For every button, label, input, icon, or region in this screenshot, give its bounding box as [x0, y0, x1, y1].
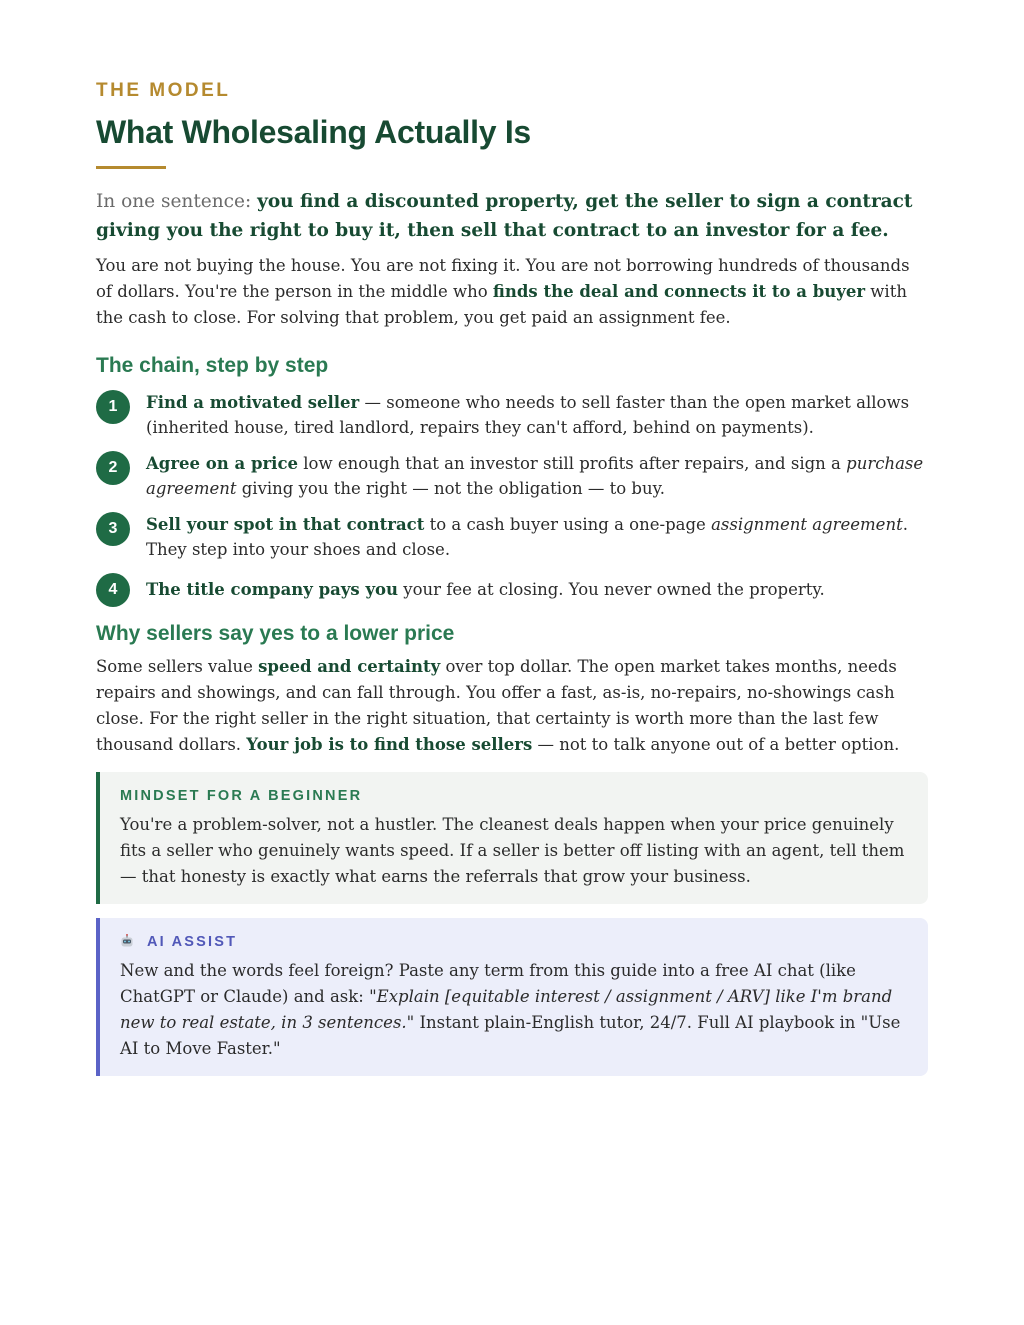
step-bold: The title company pays you [146, 580, 399, 599]
step-text [146, 512, 928, 562]
step-item [96, 512, 928, 562]
lead-prefix: In one sentence: [96, 191, 252, 212]
intro-text-1: You are not buying the house. You are not fixing it. You are not borrowing hundreds of thousands of dollars. You're the person in the middle who [96, 256, 910, 301]
mindset-body: You're a problem-solver, not a hustler. The cleanest deals happen when your price genuinely fits a seller who genuinely wants speed. If a seller is better off listing with an agent, tell them — that honesty is exactly what earns the referrals that grow your business. [120, 815, 905, 886]
step-bold: Agree on a price [146, 454, 298, 473]
step-item [96, 390, 928, 440]
ai-text-2: Instant plain-English tutor, 24/7. Full AI playbook in "Use AI to Move Faster." [120, 1013, 901, 1058]
step-text [146, 390, 928, 440]
lead-sentence [96, 187, 928, 245]
chain-heading: The chain, step by step [96, 354, 329, 377]
step-number: 2 [96, 451, 130, 485]
why-heading: Why sellers say yes to a lower price [96, 622, 455, 645]
why-bold-2: Your job is to find those sellers [246, 735, 533, 754]
step-number: 3 [96, 512, 130, 546]
why-paragraph [96, 654, 928, 758]
why-text-3: — not to talk anyone out of a better option. [532, 735, 900, 754]
mindset-callout [96, 772, 928, 904]
step-item [96, 573, 928, 607]
step-term: assignment agreement [711, 515, 903, 534]
page-title: What Wholesaling Actually Is [96, 114, 531, 150]
lead-bold: you find a discounted property, get the seller to sign a contract giving you the right to buy it, then sell that contract to an investor for a fee. [96, 191, 913, 241]
step-text [146, 451, 928, 501]
ai-assist-header [120, 932, 908, 952]
step-body: giving you the right — not the obligation — to buy. [236, 479, 665, 498]
title-underline [96, 166, 166, 169]
intro-bold: finds the deal and connects it to a buyer [492, 282, 866, 301]
content [96, 78, 928, 1076]
step-item [96, 451, 928, 501]
step-number: 4 [96, 573, 130, 607]
step-body: your fee at closing. You never owned the property. [398, 580, 825, 599]
ai-assist-label: AI ASSIST [147, 934, 238, 950]
step-body: — someone who needs to sell faster than the open market allows (inherited house, tired landlord, repairs they can't afford, behind on payments). [146, 393, 910, 437]
robot-icon [120, 934, 134, 948]
section-eyebrow: THE MODEL [96, 80, 231, 101]
ai-assist-body [120, 958, 908, 1062]
step-term: purchase agreement [146, 454, 924, 498]
intro-paragraph [96, 253, 928, 331]
step-body: low enough that an investor still profits after repairs, and sign a [298, 454, 847, 473]
steps-list [96, 390, 928, 607]
ai-prompt-example: "Explain [equitable interest / assignment / ARV] like I'm brand new to real estate, in 3 sentences." [120, 987, 893, 1032]
intro-text-2: with the cash to close. For solving that problem, you get paid an assignment fee. [96, 282, 907, 327]
step-body: to a cash buyer using a one-page [424, 515, 712, 534]
step-number: 1 [96, 390, 130, 424]
mindset-label: MINDSET FOR A BEGINNER [120, 788, 363, 804]
step-body: . They step into your shoes and close. [146, 515, 908, 559]
step-text [146, 573, 825, 602]
why-text-1: Some sellers value [96, 657, 259, 676]
why-text-2: over top dollar. The open market takes months, needs repairs and showings, and can fall through. You offer a fast, as-is, no-repairs, no-showings cash close. For the right seller in the right situation, that certainty is worth more than the last few thousand dollars. [96, 657, 897, 754]
why-bold-1: speed and certainty [258, 657, 441, 676]
ai-assist-callout [96, 918, 928, 1076]
step-bold: Find a motivated seller [146, 393, 360, 412]
step-bold: Sell your spot in that contract [146, 515, 425, 534]
ai-text-1: New and the words feel foreign? Paste any term from this guide into a free AI chat (like ChatGPT or Claude) and ask: [120, 961, 856, 1006]
